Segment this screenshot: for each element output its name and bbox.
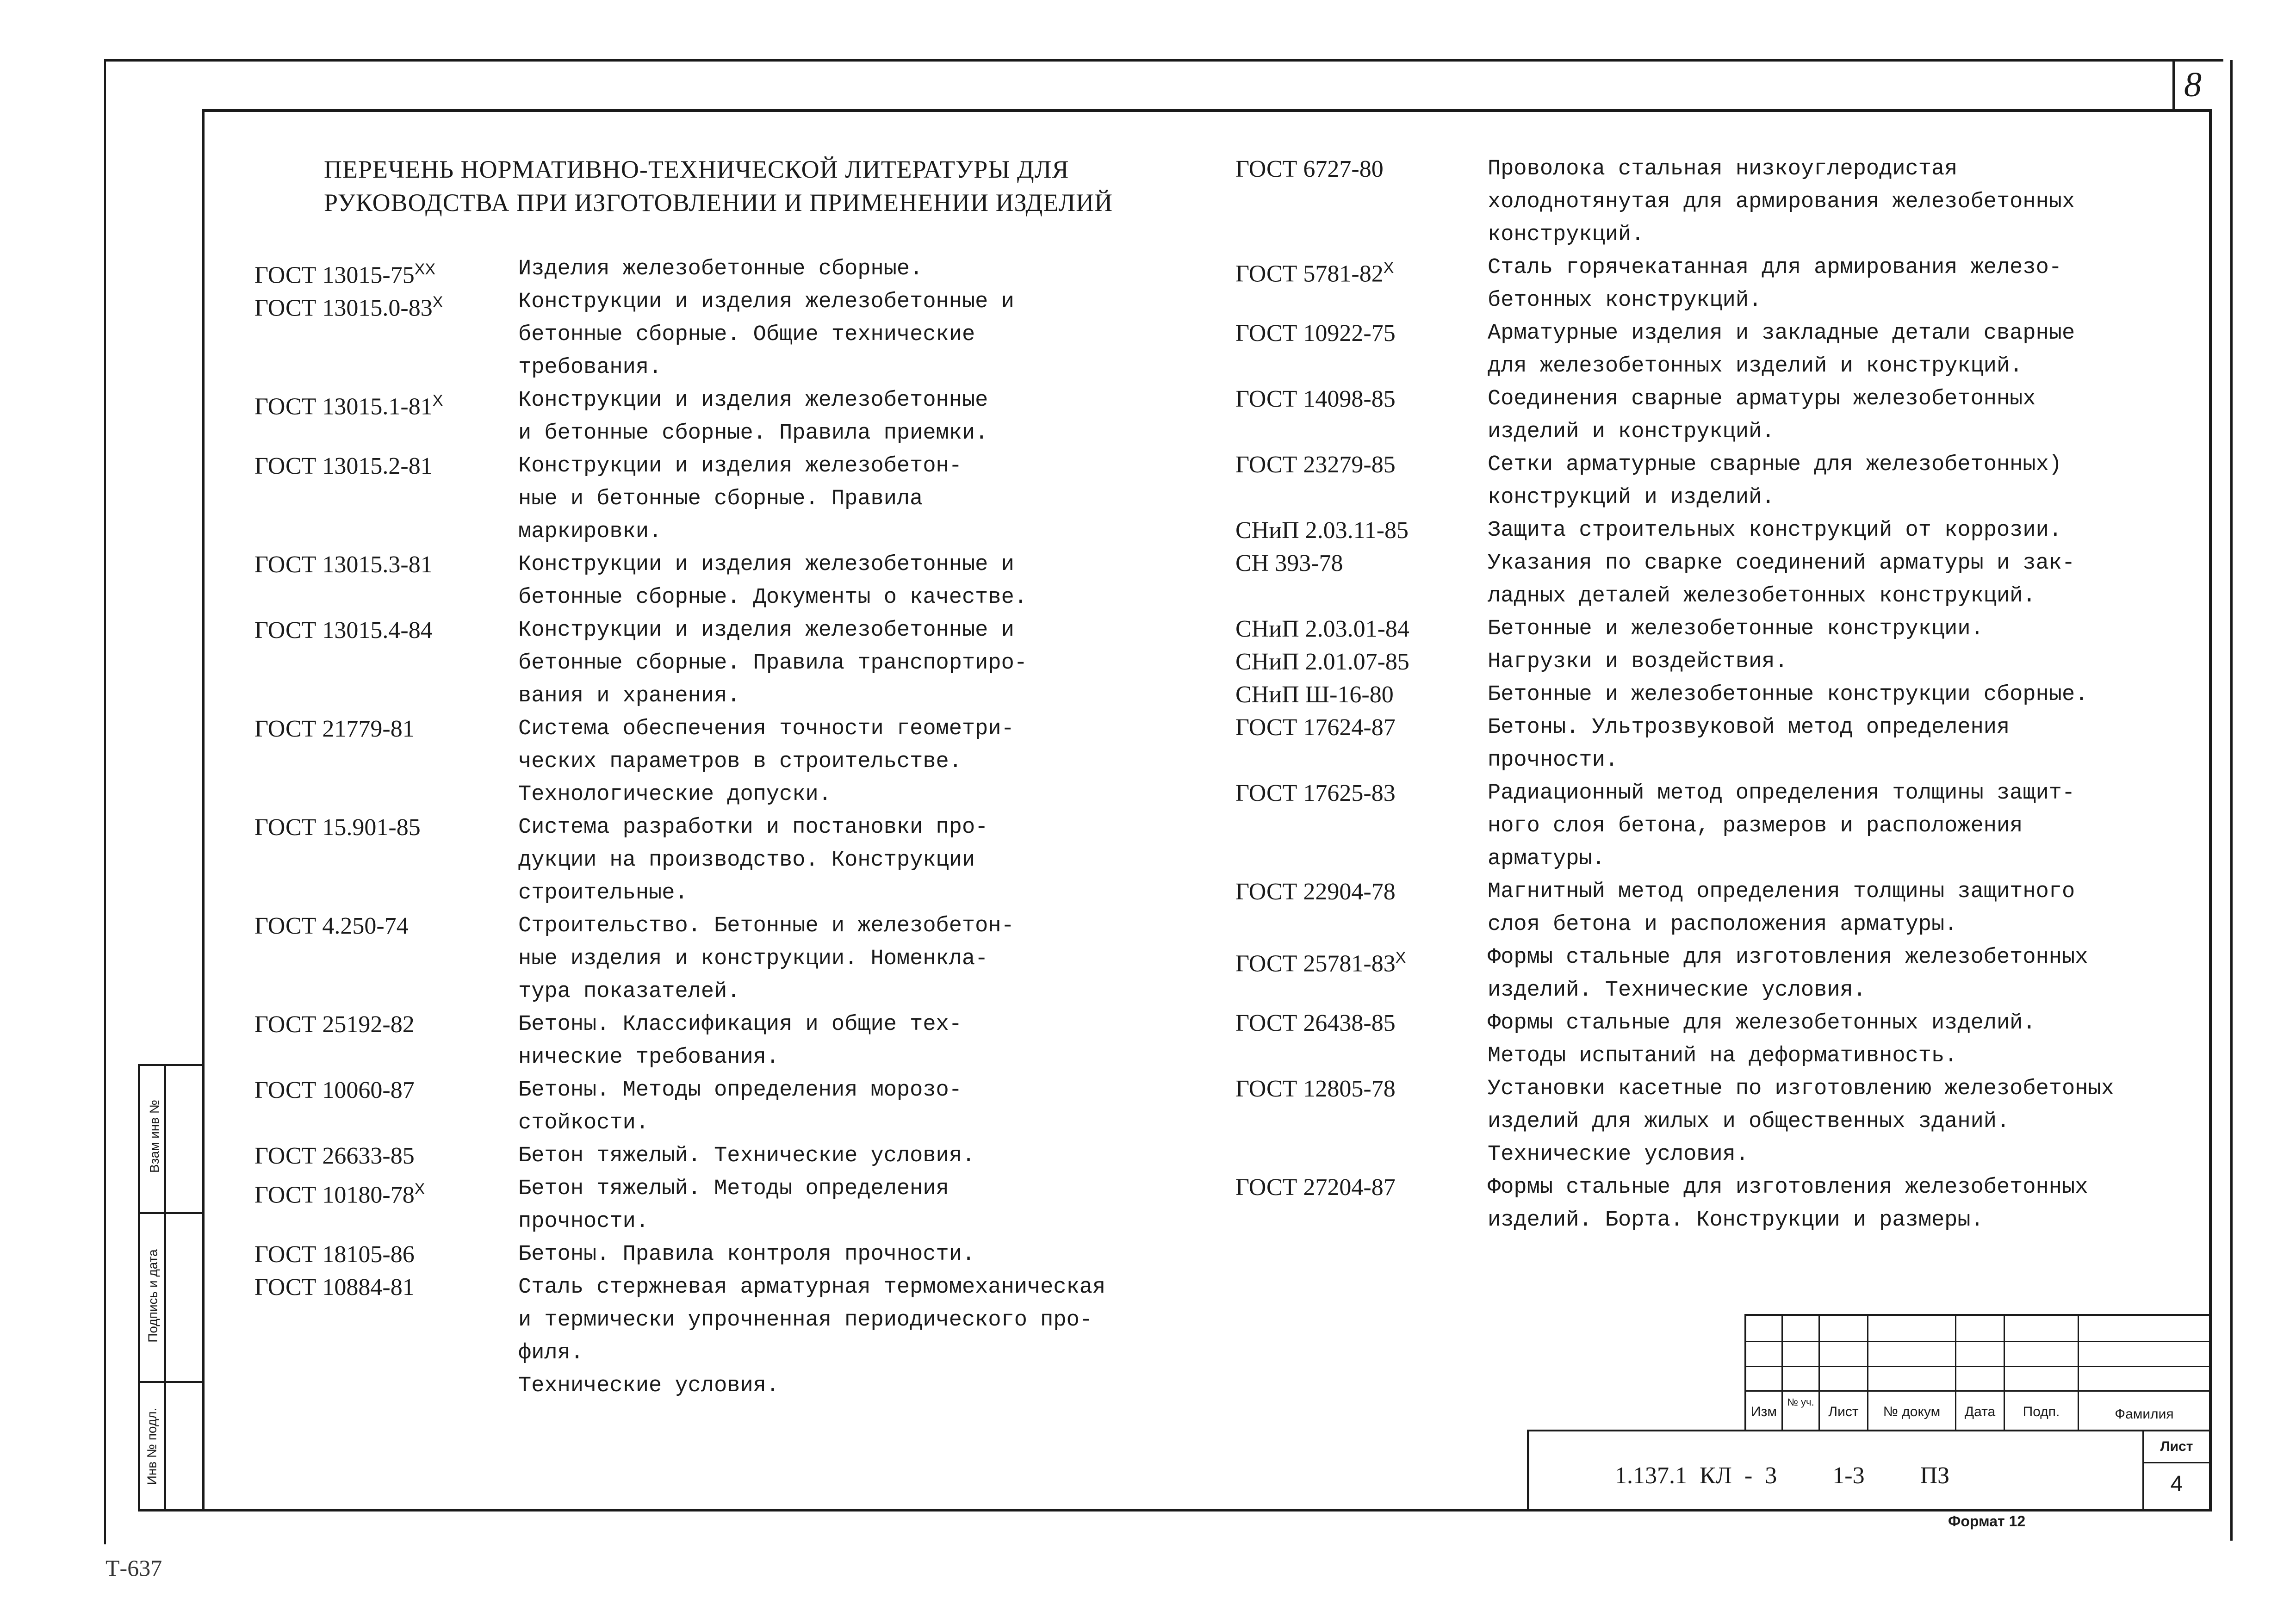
side-label-signature-date: Подпись и дата [145,1249,160,1343]
stamp-main-top [1527,1430,2209,1431]
standard-title [1488,251,2207,317]
standard-title-line: Арматурные изделия и закладные детали сварные [1488,321,2075,346]
stamp-sheet-number: 4 [2170,1472,2183,1496]
stamp-header-signature: Подп. [2023,1404,2060,1419]
page-number-box-right [2230,60,2233,1541]
document-designation [1615,1462,2005,1489]
standard-title [518,1238,1161,1271]
side-strip-div1 [138,1212,203,1214]
reference-entry [1235,941,2207,1007]
standard-title-line: Нагрузки и воздействия. [1488,650,1788,674]
standard-code [254,1074,415,1107]
standard-title [1488,645,2207,678]
standard-title-line: Технические условия. [518,1374,780,1398]
standard-code-text: СН 393-78 [1235,550,1343,576]
standard-title-line: ного слоя бетона, размеров и расположения [1488,814,2023,838]
standard-title-line: бетонные сборные. Правила транспортиро- [518,651,1027,675]
reference-entry [1235,514,2207,547]
standard-code-text: ГОСТ 17625-83 [1235,780,1396,806]
standard-title [518,910,1161,1008]
designation-series: 1.137.1 КЛ - 3 [1615,1462,1777,1489]
stamp-sheet-label: Лист [2160,1439,2193,1454]
standard-title [1488,317,2207,383]
stamp-header-surname: Фамилия [2115,1406,2174,1422]
standard-title-line: Радиационный метод определения толщины защит- [1488,781,2075,805]
standard-title-line: Магнитный метод определения толщины защитного [1488,880,2075,904]
standard-code-text: ГОСТ 12805-78 [1235,1076,1396,1102]
standard-title [518,614,1161,712]
standard-code [1235,153,1384,186]
stamp-col-1 [1781,1314,1783,1431]
standard-title-line: дукции на производство. Конструкции [518,848,975,873]
revision-mark: X [414,1180,425,1198]
standard-title-line: Проволока стальная низкоуглеродистая [1488,157,1958,181]
standard-code [254,712,415,746]
designation-type: ПЗ [1920,1462,1950,1489]
standard-title-line: Технологические допуски. [518,782,832,807]
standard-code [1235,777,1396,810]
standard-code [254,548,433,582]
top-frame-line [104,59,2223,62]
right-reference-list [1235,153,2207,1237]
side-label-replace-inv: Взам инв № [147,1100,161,1173]
stamp-header-change: Изм [1751,1404,1777,1419]
reference-entry [254,1172,1161,1238]
standard-title-line: прочности. [518,1209,649,1234]
standard-title-line: требования. [518,355,662,380]
standard-code-text: ГОСТ 13015-75 [254,262,415,289]
standard-code [1235,1171,1396,1204]
archive-mark: Т-637 [105,1555,162,1581]
revision-mark: X [1383,259,1394,277]
stamp-grid-row2 [1744,1366,2209,1367]
inner-top-line [204,109,2212,112]
standard-title-line: Технические условия. [1488,1142,1749,1167]
standard-code [1235,645,1409,679]
standard-title-line: изделий. Борта. Конструкции и размеры. [1488,1208,1984,1233]
standard-code [254,1271,415,1304]
stamp-header-sheet: Лист [1828,1404,1859,1419]
standard-code [1235,251,1394,291]
standard-code [1235,941,1406,980]
stamp-sheet-box-mid [2142,1462,2209,1463]
side-strip-outer [138,1064,140,1511]
standard-title [518,811,1161,910]
reference-entry [254,910,1161,1008]
reference-entry [1235,711,2207,777]
reference-entry [1235,383,2207,448]
standard-code-text: ГОСТ 15.901-85 [254,814,421,841]
standard-title [1488,1171,2207,1237]
standard-title-line: Система разработки и постановки про- [518,815,988,840]
standard-title-line: Указания по сварке соединений арматуры и зак- [1488,551,2075,576]
standard-title-line: бетонные сборные. Документы о качестве. [518,585,1027,610]
standard-code-text: ГОСТ 10180-78 [254,1182,415,1208]
standard-title [518,384,1161,450]
standard-title [1488,941,2207,1007]
standard-code-text: ГОСТ 26438-85 [1235,1010,1396,1036]
standard-code-text: СНиП 2.01.07-85 [1235,649,1409,675]
reference-entry [254,548,1161,614]
standard-code [1235,317,1396,350]
left-outer-line [104,59,106,1544]
standard-code-text: ГОСТ 17624-87 [1235,714,1396,741]
reference-entry [254,1074,1161,1140]
standard-title-line: Защита строительных конструкций от коррозии. [1488,518,2062,543]
standard-title-line: Установки касетные по изготовлению железобетоных [1488,1077,2114,1101]
standard-title-line: конструкций. [1488,223,1644,247]
standard-title-line: холоднотянутая для армирования железобетонных [1488,190,2075,214]
standard-title-line: Конструкции и изделия железобетонные и [518,618,1014,643]
standard-title [518,1140,1161,1172]
reference-entry [1235,645,2207,678]
revision-mark: X [1395,949,1406,966]
standard-title [518,1271,1161,1402]
standard-code-text: ГОСТ 6727-80 [1235,156,1384,182]
standard-code-text: ГОСТ 5781-82 [1235,260,1384,287]
standard-code-text: ГОСТ 25192-82 [254,1011,415,1038]
reference-entry [254,1238,1161,1271]
reference-entry [1235,448,2207,514]
standard-title [1488,777,2207,875]
reference-entry [1235,317,2207,383]
standard-title [1488,514,2207,547]
standard-title-line: Формы стальные для изготовления железобетонных [1488,1175,2088,1200]
standard-title [1488,678,2207,711]
standard-title-line: Бетоны. Правила контроля прочности. [518,1242,975,1267]
standard-code-text: ГОСТ 23279-85 [1235,452,1396,478]
standard-code-text: ГОСТ 21779-81 [254,716,415,742]
standard-title-line: Система обеспечения точности геометри- [518,717,1014,741]
standard-title-line: маркировки. [518,520,662,544]
standard-code [254,614,433,647]
reference-entry [1235,678,2207,711]
standard-title [518,1074,1161,1140]
standard-title-line: ные и бетонные сборные. Правила [518,487,923,511]
standard-code-text: ГОСТ 14098-85 [1235,386,1396,412]
stamp-main-left [1527,1430,1529,1511]
standard-title-line: филя. [518,1341,584,1365]
standard-title-line: ные изделия и конструкции. Номенкла- [518,947,988,971]
standard-title-line: слоя бетона и расположения арматуры. [1488,912,1958,937]
reference-entry [254,384,1161,450]
reference-entry [254,450,1161,548]
title-line-1: ПЕРЕЧЕНЬ НОРМАТИВНО-ТЕХНИЧЕСКОЙ ЛИТЕРАТУРЫ ДЛЯ [324,155,1069,183]
standard-code-text: ГОСТ 27204-87 [1235,1174,1396,1201]
standard-title-line: Бетонные и железобетонные конструкции сборные. [1488,682,2088,707]
standard-title-line: конструкций и изделий. [1488,485,1775,510]
standard-code-text: ГОСТ 10884-81 [254,1274,415,1301]
stamp-header-doc-no: № докум [1883,1404,1941,1419]
standard-code [254,1008,415,1041]
page-number: 8 [2184,65,2202,104]
standard-title-line: Формы стальные для изготовления железобетонных [1488,945,2088,970]
standard-code-text: ГОСТ 13015.3-81 [254,551,433,578]
stamp-grid-top [1744,1314,2209,1316]
standard-code [1235,547,1343,580]
standard-title [1488,875,2207,941]
standard-title-line: Методы испытаний на деформативность. [1488,1044,1958,1068]
standard-code [254,384,443,423]
standard-title-line: для железобетонных изделий и конструкций. [1488,354,2023,378]
page-number-box-left [2172,60,2175,111]
standard-code [254,1140,415,1173]
standard-title-line: Сетки арматурные сварные для железобетонных) [1488,452,2062,477]
standard-code-text: ГОСТ 13015.2-81 [254,453,433,479]
standard-code-text: ГОСТ 13015.0-83 [254,295,433,322]
standard-code [1235,448,1396,482]
standard-title-line: тура показателей. [518,979,740,1004]
standard-code [1235,711,1396,744]
standard-code [254,1238,415,1271]
side-label-inv-original: Инв № подл. [144,1407,159,1485]
reference-entry [254,1008,1161,1074]
standard-code-text: ГОСТ 10922-75 [1235,320,1396,347]
standard-title-line: Бетоны. Методы определения морозо- [518,1078,962,1103]
inner-left-line [202,109,205,1511]
standard-title [1488,153,2207,251]
standard-title [1488,613,2207,645]
standard-title-line: Соединения сварные арматуры железобетонных [1488,387,2036,411]
standard-title-line: Бетонные и железобетонные конструкции. [1488,617,1984,641]
standard-title [1488,1007,2207,1072]
standard-title [518,548,1161,614]
standard-title-line: ладных деталей железобетонных конструкций. [1488,584,2036,608]
standard-code [1235,383,1396,416]
reference-entry [1235,613,2207,645]
document-title [324,153,1203,219]
standard-title-line: вания и хранения. [518,684,740,708]
standard-title-line: Конструкции и изделия железобетонные и [518,290,1014,314]
standard-title-line: Изделия железобетонные сборные. [518,257,923,281]
inner-bottom-line [139,1509,2212,1511]
standard-code-text: ГОСТ 22904-78 [1235,879,1396,905]
stamp-header-item: № уч. [1787,1396,1814,1408]
format-label: Формат 12 [1948,1513,2026,1530]
revision-mark: XX [414,260,436,278]
standard-title [518,253,1161,285]
reference-entry [254,285,1161,384]
standard-title [1488,1072,2207,1171]
stamp-grid-row1 [1744,1341,2209,1342]
inner-right-line [2209,109,2212,1511]
standard-title-line: Бетон тяжелый. Технические условия. [518,1144,975,1168]
standard-code [254,1172,425,1212]
reference-entry [254,1271,1161,1402]
standard-title-line: нические требования. [518,1045,780,1070]
standard-title-line: строительные. [518,881,688,905]
reference-entry [1235,251,2207,317]
standard-code [254,811,421,844]
title-line-2: РУКОВОДСТВА ПРИ ИЗГОТОВЛЕНИИ И ПРИМЕНЕНИИ ИЗДЕЛИЙ [324,189,1113,217]
stamp-grid-row3 [1744,1390,2209,1392]
standard-code-text: ГОСТ 26633-85 [254,1143,415,1169]
reference-entry [1235,547,2207,613]
side-strip-div2 [138,1381,203,1383]
standard-title-line: стойкости. [518,1111,649,1135]
reference-entry [1235,777,2207,875]
reference-entry [1235,1171,2207,1237]
standard-title-line: изделий и конструкций. [1488,420,1775,444]
standard-title-line: Сталь горячекатанная для армирования железо- [1488,255,2062,280]
standard-title-line: бетонные сборные. Общие технические [518,322,975,347]
revision-mark: X [432,392,443,409]
standard-title-line: Формы стальные для железобетонных изделий. [1488,1011,2036,1035]
standard-code [1235,1072,1396,1106]
standard-code-text: ГОСТ 13015.1-81 [254,393,433,420]
standard-code [254,285,443,325]
standard-code [254,450,433,483]
standard-title-line: Строительство. Бетонные и железобетон- [518,914,1014,938]
standard-title-line: Сталь стержневая арматурная термомеханическая [518,1275,1106,1300]
standard-title-line: ческих параметров в строительстве. [518,750,962,774]
standard-title [1488,383,2207,448]
standard-code-text: ГОСТ 4.250-74 [254,913,409,939]
reference-entry [1235,153,2207,251]
standard-code [1235,613,1409,646]
reference-entry [1235,1007,2207,1072]
standard-title [1488,448,2207,514]
standard-title-line: Конструкции и изделия железобетонные и [518,552,1014,577]
standard-title [1488,547,2207,613]
standard-title-line: изделий. Технические условия. [1488,978,1866,1003]
standard-code [1235,678,1394,712]
standard-code-text: СНиП Ш-16-80 [1235,681,1394,708]
standard-title-line: Конструкции и изделия железобетонные [518,388,988,413]
standard-title-line: арматуры. [1488,847,1605,871]
standard-code [1235,514,1409,547]
reference-entry [254,253,1161,289]
standard-title-line: Конструкции и изделия железобетон- [518,454,962,478]
reference-entry [254,811,1161,910]
side-strip-inner [164,1064,166,1511]
standard-code-text: СНиП 2.03.01-84 [1235,616,1409,642]
standard-title-line: Бетон тяжелый. Методы определения [518,1177,949,1201]
standard-code-text: СНиП 2.03.11-85 [1235,517,1409,544]
designation-issue: 1-3 [1832,1462,1865,1489]
standard-title-line: изделий для жилых и общественных зданий. [1488,1109,2010,1134]
standard-title [1488,711,2207,777]
standard-title-line: и бетонные сборные. Правила приемки. [518,421,988,446]
standard-title [518,1172,1161,1238]
standard-title-line: прочности. [1488,748,1619,773]
revision-mark: X [432,293,443,311]
standard-title-line: бетонных конструкций. [1488,288,1762,313]
reference-entry [254,712,1161,811]
standard-code [254,910,409,943]
side-strip-top [138,1064,203,1066]
standard-title [518,712,1161,811]
left-reference-list [254,253,1161,1402]
standard-title-line: и термически упрочненная периодического про- [518,1308,1093,1332]
reference-entry [1235,1072,2207,1171]
standard-title-line: Бетоны. Ультрозвуковой метод определения [1488,715,2010,740]
standard-code-text: ГОСТ 18105-86 [254,1241,415,1268]
standard-code-text: ГОСТ 13015.4-84 [254,617,433,644]
standard-code [1235,875,1396,909]
standard-title [518,285,1161,384]
reference-entry [254,1140,1161,1172]
standard-code [1235,1007,1396,1040]
standard-title [518,450,1161,548]
standard-title [518,1008,1161,1074]
reference-entry [1235,875,2207,941]
standard-title-line: Бетоны. Классификация и общие тех- [518,1012,962,1037]
stamp-header-date: Дата [1964,1404,1996,1419]
reference-entry [254,614,1161,712]
standard-code-text: ГОСТ 25781-83 [1235,950,1396,977]
standard-code-text: ГОСТ 10060-87 [254,1077,415,1103]
